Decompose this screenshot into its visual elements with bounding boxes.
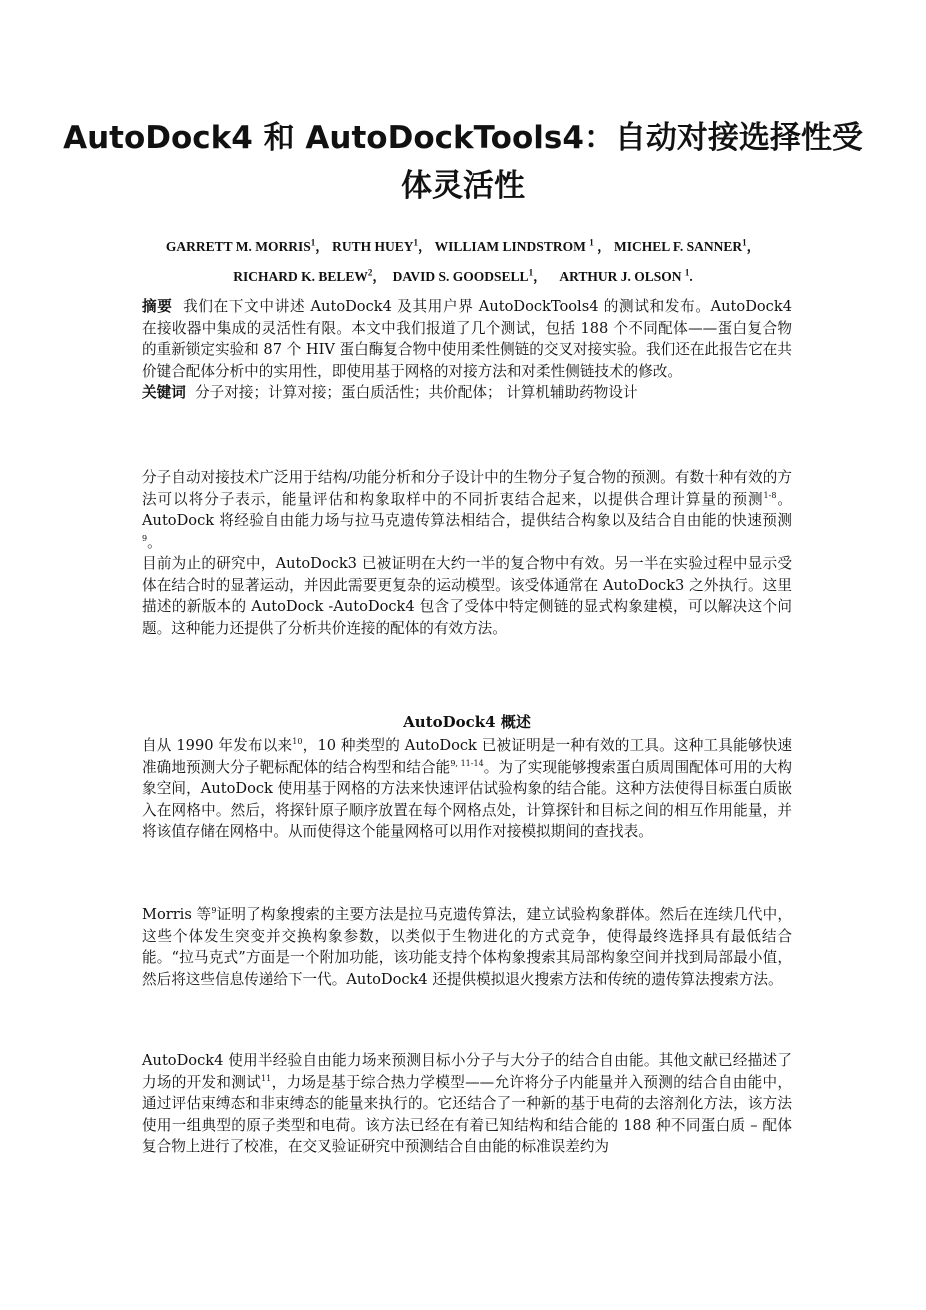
author-affiliation: 1 xyxy=(742,237,747,248)
author-affiliation: 1 xyxy=(684,267,690,278)
intro-paragraph-1 xyxy=(142,467,792,553)
abstract-paragraph xyxy=(142,296,792,382)
paragraph-text: 自从 1990 年发布以来 xyxy=(142,737,293,754)
paragraph-text: 。为了实现能够搜索蛋白质周围配体可用的大构象空间，AutoDock 使用基于网格的方法来快速评估试验构象的结合能。这种方法使得目标蛋白质嵌入在网格中。然后，将探针原子顺序放置在每个网格点处，计算探针和目标之间的相互作用能量，并将该值存储在网格中。从而使得这个能量网格可以用作对接模拟期间的查找表。 xyxy=(142,758,792,840)
author-list xyxy=(100,232,826,292)
author-separator: ， xyxy=(597,239,611,254)
paragraph-text: 证明了构象搜索的主要方法是拉马克遗传算法，建立试验构象群体。然后在连续几代中，这些个体发生突变并交换构象参数，以类似于生物进化的方式竞争，使得最终选择具有最低结合能。“拉马克式”方面是一个附加功能，该功能支持个体构象搜索其局部构象空间并找到局部最小值，然后将这些信息传递给下一代。AutoDock4 还提供模拟退火搜索方法和传统的遗传算法搜索方法。 xyxy=(142,906,792,988)
author-separator: ， xyxy=(418,239,432,254)
author-line-1 xyxy=(100,232,826,262)
section-paragraph-3 xyxy=(142,1050,792,1158)
author-name: RUTH HUEY xyxy=(332,239,414,254)
author-affiliation: 1 xyxy=(413,237,419,248)
paragraph-text: ，10 种类型的 AutoDock 已被证明是一种有效的工具。这种工具能够快速准确地预测大分子靶标配体的结合构型和结合能 xyxy=(142,737,792,776)
keywords-text: 分子对接；计算对接；蛋白质活性；共价配体； 计算机辅助药物设计 xyxy=(195,384,638,401)
section-paragraph-1 xyxy=(142,735,792,843)
abstract-label: 摘要 xyxy=(142,298,173,315)
paragraph-text: 。 xyxy=(147,533,162,551)
author-separator: ， xyxy=(746,239,761,254)
author-separator: ， xyxy=(372,269,386,284)
author-name: WILLIAM LINDSTROM xyxy=(434,239,586,254)
section-heading: AutoDock4 概述 xyxy=(403,713,531,731)
citation: 9 xyxy=(211,906,217,916)
intro-block xyxy=(142,467,792,639)
paper-title: AutoDock4 和 AutoDockTools4：自动对接选择性受体灵活性 xyxy=(63,120,863,204)
author-affiliation: 1 xyxy=(589,237,594,248)
paragraph-text: 。AutoDock 将经验自由能力场与拉马克遗传算法相结合，提供结合构象以及结合自由能的快速预测 xyxy=(142,490,792,529)
author-name: ARTHUR J. OLSON xyxy=(559,269,682,284)
keywords-paragraph xyxy=(142,382,792,404)
paragraph-text: 分子自动对接技术广泛用于结构/功能分析和分子设计中的生物分子复合物的预测。有数十种有效的方法可以将分子表示，能量评估和构象取样中的不同折衷结合起来，以提供合理计算量的预测 xyxy=(142,469,792,508)
citation: 11 xyxy=(261,1073,272,1083)
author-name: DAVID S. GOODSELL xyxy=(392,269,529,284)
author-name: GARRETT M. MORRIS xyxy=(165,239,311,254)
citation: 9 xyxy=(142,533,148,543)
intro-paragraph-2: 目前为止的研究中，AutoDock3 已被证明在大约一半的复合物中有效。另一半在实验过程中显示受体在结合时的显著运动，并因此需要更复杂的运动模型。该受体通常在 AutoDock3 之外执行。这里描述的新版本的 AutoDock -AutoDock4 包含了受体中特定侧链的显式构象建模，可以解决这个问题。这种能力还提供了分析共价连接的配体的有效方法。 xyxy=(142,555,792,637)
abstract-text: 我们在下文中讲述 AutoDock4 及其用户界 AutoDockTools4 的测试和发布。AutoDock4 在接收器中集成的灵活性有限。本文中我们报道了几个测试，包括 188 个不同配体——蛋白复合物的重新锁定实验和 87 个 HIV 蛋白酶复合物中使用柔性侧链的交叉对接实验。我们还在此报告它在共价键合配体分析中的实用性，即使用基于网格的对接方法和对柔性侧链技术的修改。 xyxy=(142,298,792,380)
author-separator: ， xyxy=(315,239,329,254)
section-paragraph-2 xyxy=(142,904,792,990)
keywords-label: 关键词 xyxy=(142,384,186,401)
citation: 9, 11-14 xyxy=(450,758,484,768)
author-affiliation: 2 xyxy=(367,267,373,278)
author-name: MICHEL F. SANNER xyxy=(613,239,743,254)
author-separator: . xyxy=(689,269,693,284)
abstract-block xyxy=(142,296,792,404)
paragraph-text: ，力场是基于综合热力学模型——允许将分子内能量并入预测的结合自由能中，通过评估束缚态和非束缚态的能量来执行的。它还结合了一种新的基于电荷的去溶剂化方法，该方法使用一组典型的原子类型和电荷。该方法已经在有着已知结构和结合能的 188 种不同蛋白质 – 配体复合物上进行了校准，在交叉验证研究中预测结合自由能的标准误差约为 xyxy=(142,1073,792,1155)
citation: 1-8 xyxy=(763,490,777,500)
author-affiliation: 1 xyxy=(310,237,316,248)
citation: 10 xyxy=(292,737,303,747)
paragraph-text: Morris 等 xyxy=(142,906,212,923)
author-separator: ， xyxy=(533,269,547,284)
paragraph-text: AutoDock4 使用半经验自由能力场来预测目标小分子与大分子的结合自由能。其他文献已经描述了力场的开发和测试 xyxy=(142,1052,792,1091)
author-name: RICHARD K. BELEW xyxy=(233,269,368,284)
author-affiliation: 1 xyxy=(528,267,534,278)
author-line-2 xyxy=(100,262,826,292)
